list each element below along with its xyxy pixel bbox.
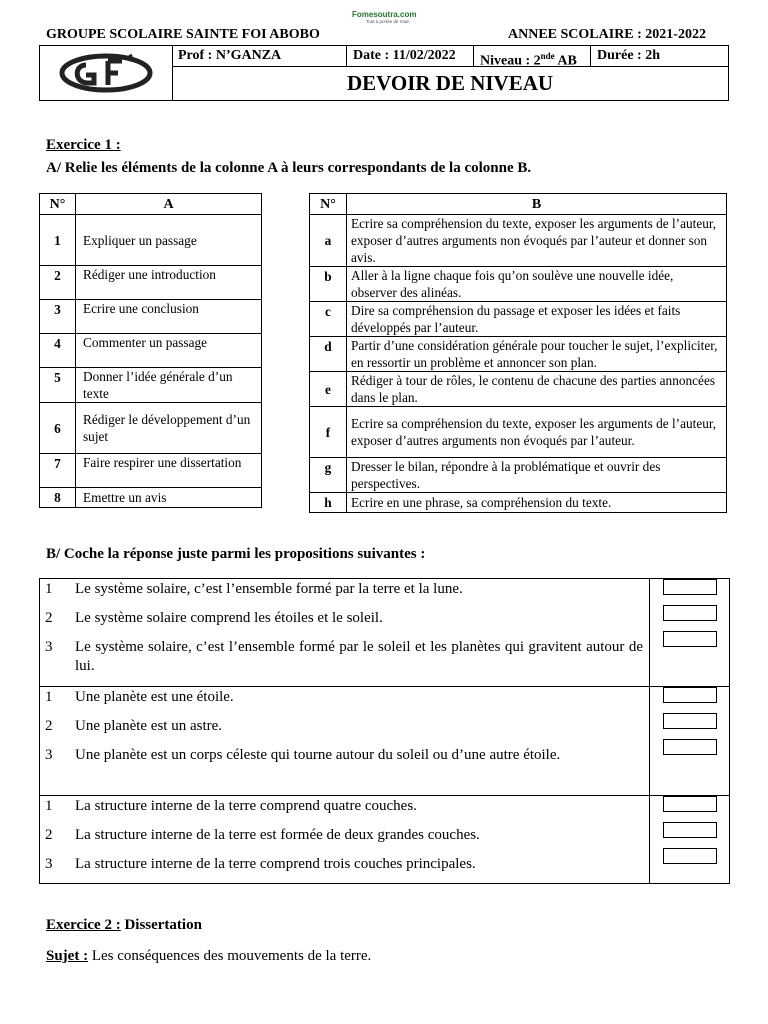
table-row — [310, 337, 727, 372]
row-letter: d — [310, 337, 347, 372]
answer-checkbox[interactable] — [663, 796, 717, 812]
checkbox-cell — [650, 579, 730, 687]
niveau-prefix: Niveau : 2 — [480, 53, 541, 69]
row-text: Dresser le bilan, répondre à la problématique et ouvrir des perspectives. — [347, 458, 727, 493]
row-text: Partir d’une considération générale pour toucher le sujet, l’expliciter, en ressortir un problème et annoncer son plan. — [347, 337, 727, 372]
duree-cell: Durée : 2h — [597, 48, 660, 63]
row-text: Ecrire une conclusion — [76, 300, 262, 334]
question-group — [40, 579, 730, 687]
exam-title: DEVOIR DE NIVEAU — [346, 70, 554, 95]
question-group-cell — [40, 796, 650, 884]
table-row — [40, 403, 262, 454]
table-row — [310, 372, 727, 407]
row-letter: f — [310, 407, 347, 458]
proposition-text: Le système solaire, c’est l’ensemble formé par la terre et la lune. — [75, 581, 463, 597]
proposition-number: 3 — [45, 747, 53, 763]
table-row — [310, 493, 727, 513]
school-logo-icon — [56, 51, 156, 95]
question-group-cell — [40, 579, 650, 687]
table-column-b — [309, 193, 727, 513]
row-letter: b — [310, 267, 347, 302]
exercise2-kind: Dissertation — [120, 917, 202, 933]
proposition — [40, 826, 649, 845]
watermark-logo — [352, 10, 424, 24]
checkbox-cell — [650, 796, 730, 884]
proposition-number: 3 — [45, 856, 53, 872]
table-row — [40, 266, 262, 300]
proposition-text: La structure interne de la terre comprend trois couches principales. — [75, 856, 476, 872]
proposition — [40, 746, 649, 765]
proposition-number: 1 — [45, 581, 53, 597]
proposition-number: 1 — [45, 798, 53, 814]
row-text: Expliquer un passage — [76, 215, 262, 266]
proposition-number: 1 — [45, 689, 53, 705]
question-group-cell — [40, 687, 650, 796]
question-group — [40, 796, 730, 884]
part-a-instruction: A/ Relie les éléments de la colonne A à leurs correspondants de la colonne B. — [46, 160, 532, 176]
table-row — [40, 488, 262, 508]
exercise2-label: Exercice 2 : — [46, 917, 121, 933]
table-column-a — [39, 193, 262, 508]
proposition-number: 2 — [45, 718, 53, 734]
answer-checkbox[interactable] — [663, 605, 717, 621]
answer-checkbox[interactable] — [663, 631, 717, 647]
row-text: Rédiger le développement d’un sujet — [76, 403, 262, 454]
date-cell: Date : 11/02/2022 — [347, 46, 474, 66]
table-row — [310, 458, 727, 493]
column-a-header: A — [76, 194, 262, 215]
row-letter: c — [310, 302, 347, 337]
answer-checkbox[interactable] — [663, 822, 717, 838]
table-row — [40, 300, 262, 334]
row-number: 6 — [40, 403, 76, 454]
row-text: Commenter un passage — [76, 334, 262, 368]
row-letter: e — [310, 372, 347, 407]
row-text: Emettre un avis — [76, 488, 262, 508]
row-text: Rédiger à tour de rôles, le contenu de chacune des parties annoncées dans le plan. — [347, 372, 727, 407]
row-text: Dire sa compréhension du passage et exposer les idées et faits développés par l’auteur. — [347, 302, 727, 337]
exercise2-subject — [46, 948, 371, 965]
row-text: Faire respirer une dissertation — [76, 454, 262, 488]
row-number: 3 — [40, 300, 76, 334]
prof-cell: Prof : N’GANZA — [172, 46, 347, 66]
table-row — [40, 368, 262, 403]
row-text: Ecrire en une phrase, sa compréhension du texte. — [347, 493, 727, 513]
proposition-text: Le système solaire comprend les étoiles et le soleil. — [75, 610, 383, 626]
exercise1-title: Exercice 1 : — [46, 137, 121, 153]
answer-checkbox[interactable] — [663, 579, 717, 595]
exercise2-title — [46, 917, 202, 934]
table-row — [40, 334, 262, 368]
proposition — [40, 609, 649, 628]
school-logo — [40, 46, 173, 100]
proposition — [40, 688, 649, 707]
proposition-text: La structure interne de la terre est formée de deux grandes couches. — [75, 827, 480, 843]
row-letter: a — [310, 215, 347, 267]
row-letter: g — [310, 458, 347, 493]
niveau-cell — [474, 46, 591, 69]
proposition-text: Le système solaire, c’est l’ensemble formé par le soleil et les planètes qui gravitent autour de lui. — [75, 639, 643, 674]
answer-checkbox[interactable] — [663, 848, 717, 864]
table-row — [310, 215, 727, 267]
column-b-num-header: N° — [310, 194, 347, 215]
question-group — [40, 687, 730, 796]
proposition-text: Une planète est un astre. — [75, 718, 223, 734]
proposition — [40, 717, 649, 736]
row-number: 7 — [40, 454, 76, 488]
row-number: 2 — [40, 266, 76, 300]
proposition-number: 2 — [45, 827, 53, 843]
answer-checkbox[interactable] — [663, 687, 717, 703]
column-b-header: B — [347, 194, 727, 215]
part-b-instruction: B/ Coche la réponse juste parmi les propositions suivantes : — [46, 546, 426, 562]
proposition — [40, 580, 649, 599]
proposition-text: La structure interne de la terre comprend quatre couches. — [75, 798, 417, 814]
row-number: 8 — [40, 488, 76, 508]
watermark-text: Fomesoutra.com — [352, 10, 417, 19]
watermark-tagline: Tout à portée de main — [366, 19, 410, 24]
niveau-suffix: AB — [554, 53, 577, 69]
column-a-num-header: N° — [40, 194, 76, 215]
table-row — [310, 302, 727, 337]
header-box — [39, 45, 729, 101]
row-text: Aller à la ligne chaque fois qu’on soulève une nouvelle idée, observer des alinéas. — [347, 267, 727, 302]
proposition-text: Une planète est une étoile. — [75, 689, 234, 705]
table-row — [310, 267, 727, 302]
answer-checkbox[interactable] — [663, 713, 717, 729]
exam-info-row — [172, 46, 728, 67]
school-name: GROUPE SCOLAIRE SAINTE FOI ABOBO — [46, 27, 320, 42]
checkbox-cell — [650, 687, 730, 796]
niveau-sup: nde — [540, 51, 555, 61]
proposition-number: 3 — [45, 639, 53, 655]
answer-checkbox[interactable] — [663, 739, 717, 755]
subject-label: Sujet : — [46, 948, 89, 964]
row-text: Ecrire sa compréhension du texte, exposer les arguments de l’auteur, exposer d’autres arguments non évoqués par l’auteur. — [347, 407, 727, 458]
table-row — [40, 454, 262, 488]
row-text: Rédiger une introduction — [76, 266, 262, 300]
proposition-text: Une planète est un corps céleste qui tourne autour du soleil ou d’une autre étoile. — [75, 747, 561, 763]
proposition — [40, 797, 649, 816]
row-number: 5 — [40, 368, 76, 403]
proposition — [40, 638, 649, 676]
row-letter: h — [310, 493, 347, 513]
row-number: 4 — [40, 334, 76, 368]
checkbox-questions-table — [39, 578, 730, 884]
school-year: ANNEE SCOLAIRE : 2021-2022 — [508, 27, 706, 42]
proposition — [40, 855, 649, 874]
row-number: 1 — [40, 215, 76, 266]
table-row — [310, 407, 727, 458]
row-text: Ecrire sa compréhension du texte, exposer les arguments de l’auteur, exposer d’autres arguments non évoqués par l’auteur et donner son avis. — [347, 215, 727, 267]
subject-text: Les conséquences des mouvements de la terre. — [88, 948, 372, 964]
row-text: Donner l’idée générale d’un texte — [76, 368, 262, 403]
proposition-number: 2 — [45, 610, 53, 626]
table-row — [40, 215, 262, 266]
